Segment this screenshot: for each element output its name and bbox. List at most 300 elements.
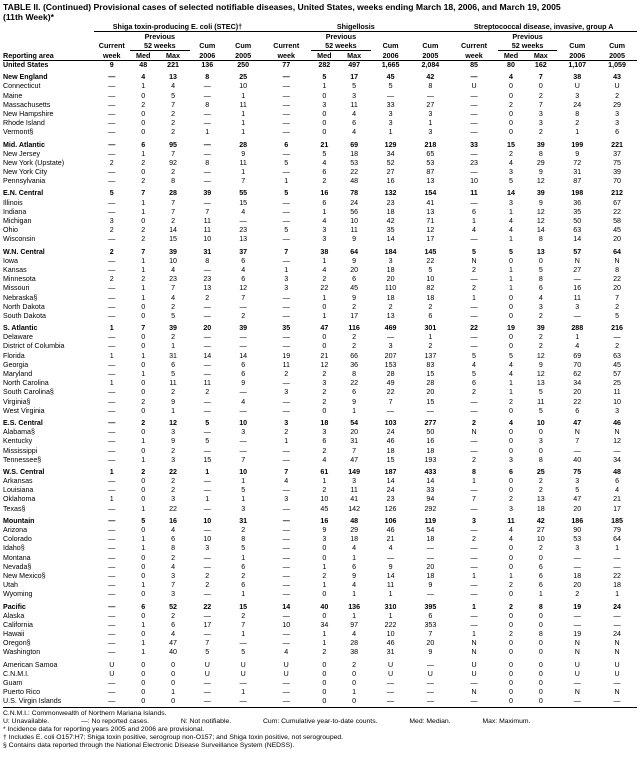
value-cell: 222 — [384, 620, 397, 629]
value-cell: N — [614, 639, 620, 648]
value-cell: 5 — [352, 82, 357, 91]
max-label: Max — [166, 51, 181, 60]
value-cell: 0 — [141, 128, 146, 137]
value-cell: U — [109, 669, 115, 678]
value-cell: 7 — [141, 189, 146, 198]
value-cell: — — [108, 590, 116, 599]
value-cell: — — [470, 553, 478, 562]
value-cell: 52 — [386, 158, 395, 167]
value-cell: — — [108, 265, 116, 274]
value-cell: 103 — [384, 418, 397, 427]
value-cell: 64 — [613, 247, 621, 256]
value-cell: U — [614, 669, 620, 678]
value-cell: 7 — [428, 630, 433, 639]
value-cell: 2 — [205, 388, 210, 397]
value-cell: 1 — [241, 630, 246, 639]
value-cell: 7 — [205, 639, 210, 648]
value-cell: 1 — [322, 581, 327, 590]
current-label: Current — [98, 41, 125, 51]
value-cell: 0 — [509, 109, 513, 118]
value-cell: 47 — [573, 495, 582, 504]
value-cell: 27 — [536, 526, 545, 534]
area-row — [3, 235, 637, 244]
value-cell: 57 — [573, 247, 582, 256]
value-cell: N — [614, 428, 620, 437]
value-cell: — — [613, 697, 621, 706]
value-cell: 33 — [470, 140, 478, 149]
value-cell: 31 — [350, 437, 359, 446]
area-row — [3, 679, 637, 688]
value-cell: 11 — [239, 100, 247, 109]
value-cell: 2 — [171, 553, 176, 562]
value-cell: 0 — [322, 342, 327, 351]
value-cell: 0 — [141, 109, 146, 118]
value-cell: 15 — [386, 455, 395, 464]
value-cell: 3 — [388, 342, 393, 351]
area-row — [3, 398, 637, 407]
reporting-area-cell: Pennsylvania — [3, 177, 46, 186]
value-cell: 0 — [322, 669, 327, 678]
value-cell: 5 — [509, 247, 513, 256]
area-row — [3, 428, 637, 437]
reporting-area-cell: New England — [3, 73, 48, 82]
value-cell: — — [426, 697, 434, 706]
value-cell: — — [108, 311, 116, 320]
value-cell: 37 — [239, 247, 248, 256]
year-2005-label: 2005 — [609, 50, 626, 60]
value-cell: — — [239, 639, 247, 648]
value-cell: 1 — [241, 119, 246, 128]
value-cell: 6 — [352, 275, 357, 284]
value-cell: — — [239, 406, 247, 415]
value-cell: 22 — [613, 275, 621, 284]
value-cell: — — [282, 256, 290, 265]
value-cell: — — [282, 302, 290, 311]
value-cell: 66 — [350, 351, 359, 360]
value-cell: — — [282, 235, 290, 244]
reporting-area-cell: Rhode Island — [3, 119, 45, 128]
value-cell: 3 — [284, 284, 289, 293]
value-cell: 1 — [109, 379, 114, 388]
value-cell: 1,665 — [381, 61, 400, 69]
area-row — [3, 495, 637, 504]
value-cell: 31 — [386, 648, 395, 657]
value-cell: 56 — [350, 207, 359, 216]
value-cell: 1 — [575, 128, 580, 137]
value-cell: 149 — [348, 467, 361, 476]
value-cell: 1,107 — [568, 61, 587, 69]
reporting-area-cell: New Hampshire — [3, 109, 54, 118]
value-cell: 12 — [169, 418, 177, 427]
value-cell: 22 — [203, 602, 212, 611]
value-cell: 6 — [509, 467, 513, 476]
value-cell: 1 — [205, 467, 210, 476]
region-row — [3, 468, 637, 477]
value-cell: 20 — [350, 265, 359, 274]
value-cell: — — [470, 302, 478, 311]
value-cell: 2 — [171, 119, 176, 128]
value-cell: 7 — [352, 446, 357, 455]
value-cell: 8 — [428, 82, 433, 91]
value-cell: 22 — [426, 256, 435, 265]
week-label: week — [465, 50, 483, 60]
value-cell: 16 — [169, 516, 177, 525]
area-row — [3, 284, 637, 293]
value-cell: 1 — [141, 256, 146, 265]
value-cell: 11 — [203, 217, 211, 225]
value-cell: 2 — [241, 571, 246, 580]
value-cell: 1 — [171, 342, 176, 351]
value-cell: 34 — [573, 379, 582, 388]
value-cell: — — [470, 544, 478, 553]
value-cell: 18 — [613, 581, 621, 590]
value-cell: 9 — [428, 648, 433, 657]
value-cell: 6 — [171, 360, 176, 369]
area-row — [3, 352, 637, 361]
value-cell: — — [426, 544, 434, 553]
value-cell: 24 — [386, 486, 395, 495]
area-row — [3, 266, 637, 275]
reporting-area-cell: Delaware — [3, 333, 33, 342]
value-cell: 136 — [348, 602, 361, 611]
value-cell: 28 — [426, 379, 435, 388]
value-cell: 1 — [388, 611, 393, 620]
value-cell: — — [470, 504, 478, 513]
value-cell: 52 — [169, 602, 177, 611]
value-cell: 2 — [109, 275, 114, 284]
value-cell: — — [108, 100, 116, 109]
value-cell: N — [471, 639, 477, 648]
value-cell: 11 — [203, 379, 211, 388]
value-cell: 27 — [386, 168, 395, 177]
week-label: week — [277, 50, 296, 60]
value-cell: 3 — [538, 119, 543, 128]
value-cell: 37 — [613, 149, 621, 158]
value-cell: — — [282, 333, 290, 342]
area-row — [3, 217, 637, 226]
value-cell: 1 — [352, 688, 357, 697]
value-cell: 46 — [613, 418, 621, 427]
value-cell: 3 — [575, 91, 580, 100]
value-cell: 31 — [573, 168, 582, 177]
value-cell: 5 — [538, 388, 543, 397]
reporting-area-cell: Nevada§ — [3, 562, 32, 571]
value-cell: 0 — [141, 302, 146, 311]
cum-label: Cum — [569, 41, 586, 51]
reporting-area-cell: Mississippi — [3, 446, 38, 455]
reporting-area-cell: New Jersey — [3, 149, 41, 158]
value-cell: 0 — [141, 388, 146, 397]
value-cell: 14 — [536, 226, 545, 235]
value-cell: 6 — [575, 406, 580, 415]
value-cell: 110 — [384, 284, 397, 293]
value-cell: 5 — [171, 311, 176, 320]
value-cell: 18 — [386, 265, 395, 274]
value-cell: 22 — [350, 379, 359, 388]
legend-unavailable: U: Unavailable. — [3, 717, 50, 725]
value-cell: — — [470, 109, 478, 118]
area-row — [3, 697, 637, 706]
value-cell: — — [282, 544, 290, 553]
value-cell: 5 — [205, 418, 210, 427]
value-cell: 19 — [573, 602, 582, 611]
value-cell: 6 — [352, 562, 357, 571]
value-cell: — — [470, 397, 478, 406]
value-cell: 8 — [615, 265, 620, 274]
value-cell: 3 — [171, 495, 176, 504]
value-cell: 1 — [509, 275, 513, 284]
value-cell: — — [203, 428, 211, 437]
reporting-area-cell: South Carolina§ — [3, 388, 54, 397]
value-cell: 1 — [428, 119, 433, 128]
value-cell: 0 — [322, 697, 327, 706]
value-cell: 28 — [386, 370, 395, 378]
value-cell: 2 — [171, 128, 176, 137]
value-cell: 10 — [239, 418, 248, 427]
value-cell: 4 — [171, 562, 176, 571]
value-cell: — — [108, 437, 116, 446]
value-cell: 40 — [169, 648, 177, 657]
value-cell: 4 — [388, 544, 393, 553]
value-cell: 14 — [426, 477, 435, 486]
value-cell: 5 — [171, 91, 176, 100]
value-cell: 5 — [241, 544, 246, 553]
value-cell: 199 — [571, 140, 584, 149]
value-cell: 1 — [472, 217, 476, 225]
value-cell: 22 — [320, 284, 329, 293]
value-cell: — — [108, 82, 116, 91]
value-cell: 0 — [538, 620, 543, 629]
value-cell: 24 — [613, 630, 621, 639]
value-cell: 2 — [171, 388, 176, 397]
value-cell: — — [573, 311, 581, 320]
value-cell: 4 — [509, 360, 513, 369]
value-cell: 3 — [575, 544, 580, 553]
value-cell: — — [108, 140, 116, 149]
value-cell: 47 — [169, 639, 177, 648]
legend-cumulative: Cum: Cumulative year-to-date counts. — [263, 717, 378, 725]
value-cell: 36 — [573, 198, 582, 207]
weeks52-label: 52 weeks — [498, 41, 558, 51]
value-cell: 1 — [141, 149, 146, 158]
footnotes — [3, 710, 637, 751]
value-cell: 5 — [615, 311, 620, 320]
value-cell: U — [614, 660, 620, 669]
value-cell: 4 — [241, 265, 246, 274]
value-cell: — — [573, 553, 581, 562]
area-row — [3, 505, 637, 514]
value-cell: 13 — [536, 379, 545, 388]
value-cell: — — [108, 119, 116, 128]
value-cell: 5 — [538, 265, 543, 274]
previous-label: Previous — [144, 32, 175, 41]
value-cell: 184 — [384, 247, 397, 256]
value-cell: — — [573, 620, 581, 629]
value-cell: 9 — [241, 379, 246, 388]
value-cell: 2 — [322, 388, 327, 397]
value-cell: 0 — [509, 406, 513, 415]
value-cell: — — [282, 342, 290, 351]
reporting-area-cell: Maine — [3, 91, 23, 100]
value-cell: 25 — [613, 379, 621, 388]
value-cell: 55 — [239, 189, 248, 198]
value-cell: 1 — [241, 553, 246, 562]
value-cell: N — [471, 688, 477, 697]
value-cell: 7 — [538, 100, 543, 109]
value-cell: 5 — [322, 73, 327, 82]
value-cell: 1 — [141, 504, 146, 513]
value-cell: 250 — [237, 61, 250, 69]
reporting-area-cell: Puerto Rico — [3, 688, 41, 697]
value-cell: 7 — [171, 100, 176, 109]
value-cell: 1 — [284, 265, 289, 274]
med-label: Med — [503, 51, 519, 60]
value-cell: — — [282, 455, 290, 464]
value-cell: — — [108, 620, 116, 629]
value-cell: 4 — [615, 486, 620, 495]
value-cell: — — [108, 455, 116, 464]
value-cell: — — [387, 333, 395, 342]
value-cell: — — [108, 526, 116, 534]
value-cell: — — [282, 486, 290, 495]
year-2006-label: 2006 — [382, 50, 399, 60]
max-label: Max — [347, 51, 362, 60]
value-cell: — — [203, 265, 211, 274]
value-cell: — — [470, 128, 478, 137]
value-cell: — — [282, 397, 290, 406]
value-cell: 1 — [205, 128, 210, 137]
value-cell: 0 — [352, 697, 357, 706]
value-cell: 6 — [141, 140, 146, 149]
reporting-area-cell: Arizona — [3, 526, 28, 534]
value-cell: — — [470, 562, 478, 571]
value-cell: 3 — [615, 406, 620, 415]
value-cell: 36 — [350, 360, 359, 369]
reporting-area-cell: Utah — [3, 581, 18, 590]
value-cell: 0 — [509, 293, 513, 302]
value-cell: — — [387, 679, 395, 687]
value-cell: 2 — [171, 446, 176, 455]
area-row — [3, 168, 637, 177]
value-cell: 18 — [350, 149, 359, 158]
value-cell: 1 — [141, 198, 146, 207]
value-cell: 64 — [613, 535, 621, 544]
value-cell: — — [108, 397, 116, 406]
value-cell: 4 — [472, 360, 476, 369]
area-row — [3, 554, 637, 563]
value-cell: 221 — [611, 140, 623, 149]
value-cell: — — [203, 679, 211, 687]
value-cell: 2 — [322, 486, 327, 495]
area-row — [3, 688, 637, 697]
value-cell: 6 — [241, 581, 246, 590]
value-cell: 45 — [350, 284, 359, 293]
value-cell: 8 — [472, 467, 476, 476]
value-cell: — — [108, 688, 116, 697]
value-cell: 87 — [573, 177, 582, 186]
value-cell: 3 — [241, 504, 246, 513]
value-cell: 8 — [205, 73, 210, 82]
reporting-area-cell: New Mexico§ — [3, 571, 46, 580]
value-cell: 1 — [428, 333, 433, 342]
value-cell: 2 — [141, 467, 146, 476]
value-cell: 0 — [322, 91, 327, 100]
value-cell: 7 — [241, 620, 246, 629]
value-cell: 61 — [320, 467, 329, 476]
value-cell: — — [470, 446, 478, 455]
value-cell: 1 — [284, 437, 289, 446]
value-cell: — — [239, 679, 247, 687]
value-cell: 0 — [171, 660, 176, 669]
value-cell: 24 — [386, 428, 395, 437]
value-cell: — — [108, 553, 116, 562]
value-cell: 48 — [139, 61, 148, 69]
value-cell: — — [203, 302, 211, 311]
value-cell: — — [203, 477, 211, 486]
previous-label: Previous — [325, 32, 357, 41]
reporting-area-cell: South Dakota — [3, 311, 46, 320]
value-cell: 218 — [424, 140, 437, 149]
value-cell: 6 — [241, 562, 246, 571]
value-cell: 3 — [352, 91, 357, 100]
value-cell: 53 — [573, 535, 582, 544]
area-row — [3, 526, 637, 535]
value-cell: 1 — [322, 293, 327, 302]
value-cell: — — [203, 611, 211, 620]
value-cell: 6 — [428, 611, 433, 620]
value-cell: 10 — [350, 217, 359, 225]
value-cell: 2 — [109, 226, 114, 235]
value-cell: 0 — [141, 571, 146, 580]
value-cell: 5 — [509, 177, 513, 186]
value-cell: 19 — [507, 324, 515, 333]
value-cell: 0 — [538, 82, 543, 91]
value-cell: 7 — [171, 581, 176, 590]
value-cell: — — [282, 535, 290, 544]
value-cell: 2 — [322, 446, 327, 455]
value-cell: 187 — [384, 467, 397, 476]
reporting-area-cell: Arkansas — [3, 477, 33, 486]
value-cell: 14 — [203, 351, 212, 360]
value-cell: 8 — [171, 177, 176, 186]
reporting-area-cell: Mid. Atlantic — [3, 140, 45, 149]
value-cell: 7 — [388, 397, 393, 406]
reporting-area-cell: Oregon§ — [3, 639, 31, 648]
value-cell: 1 — [509, 235, 513, 244]
reporting-area-cell: W.S. Central — [3, 467, 45, 476]
value-cell: 2 — [615, 91, 620, 100]
value-cell: 0 — [141, 611, 146, 620]
reporting-area-cell: New York City — [3, 168, 48, 177]
value-cell: 5 — [575, 486, 580, 495]
value-cell: 23 — [386, 198, 395, 207]
area-row — [3, 159, 637, 168]
value-cell: 42 — [426, 73, 435, 82]
value-cell: 17 — [426, 235, 435, 244]
value-cell: 1 — [141, 620, 146, 629]
value-cell: 63 — [573, 226, 582, 235]
value-cell: 6 — [241, 275, 246, 284]
reporting-area-cell: Alabama§ — [3, 428, 35, 437]
value-cell: 292 — [424, 504, 437, 513]
value-cell: 0 — [141, 217, 146, 225]
value-cell: 2 — [171, 302, 176, 311]
value-cell: 23 — [386, 495, 395, 504]
value-cell: 62 — [573, 370, 582, 378]
value-cell: 7 — [615, 293, 620, 302]
reporting-area-cell: Michigan — [3, 217, 32, 225]
value-cell: 13 — [386, 311, 395, 320]
